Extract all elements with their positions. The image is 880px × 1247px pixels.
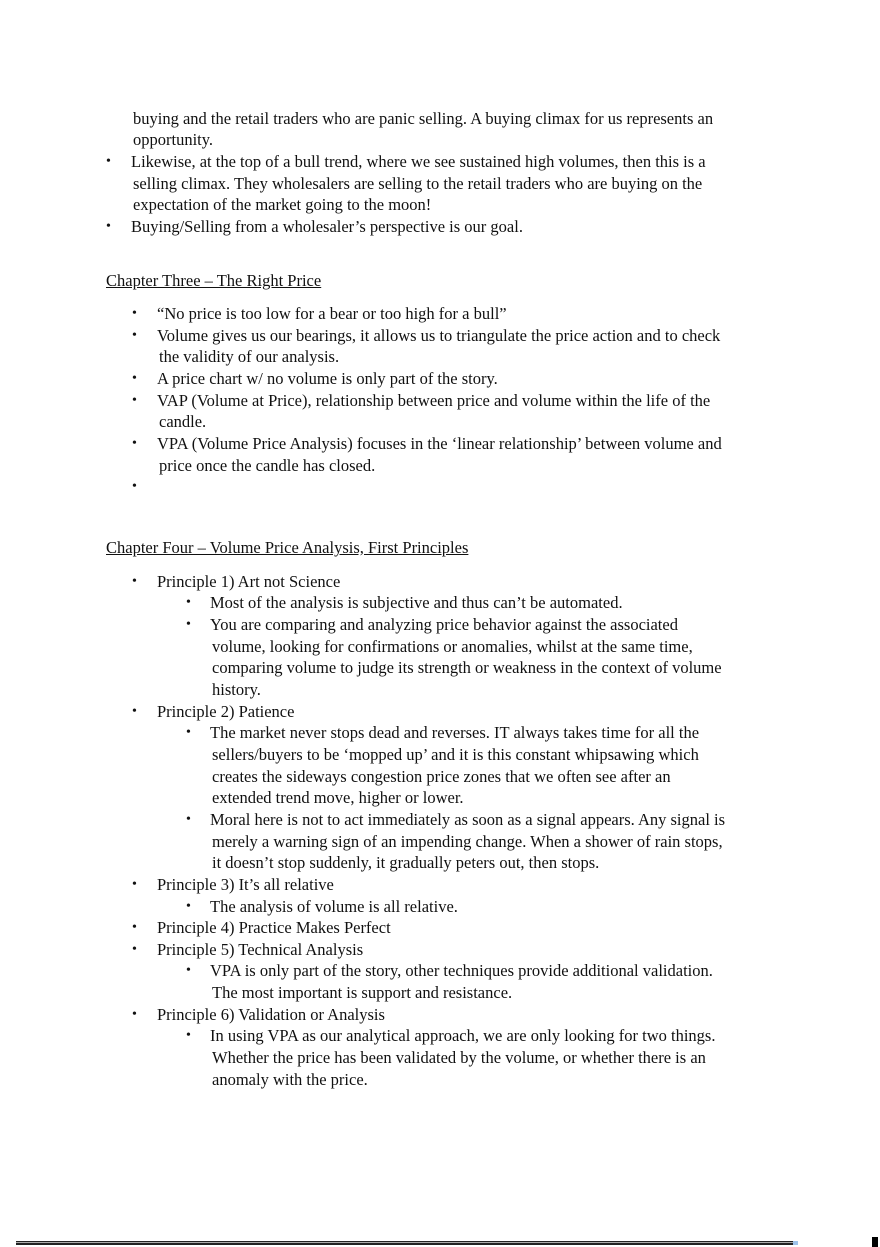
text-line: In using VPA as our analytical approach, we are only looking for two things.	[210, 1026, 716, 1045]
chapter-four-heading: Chapter Four – Volume Price Analysis, First Principles	[106, 538, 469, 557]
text-line: expectation of the market going to the moon!	[133, 195, 432, 214]
text-line: comparing volume to judge its strength or weakness in the context of volume	[212, 658, 722, 677]
bullet-icon: •	[132, 328, 137, 343]
principle-title: Principle 4) Practice Makes Perfect	[157, 918, 391, 937]
rule-end-marker	[793, 1241, 798, 1245]
text-line: opportunity.	[133, 130, 214, 149]
text-line: The analysis of volume is all relative.	[210, 897, 458, 916]
text-line: anomaly with the price.	[212, 1070, 368, 1089]
principle-title: Principle 6) Validation or Analysis	[157, 1005, 385, 1024]
bullet-icon: •	[132, 920, 137, 935]
text-line: Volume gives us our bearings, it allows us to triangulate the price action and to check	[157, 326, 721, 345]
bullet-icon: •	[132, 942, 137, 957]
principle-title: Principle 1) Art not Science	[157, 572, 341, 591]
sub-bullet-icon: •	[186, 1028, 191, 1043]
text-line: A price chart w/ no volume is only part of the story.	[157, 369, 498, 388]
principle-title: Principle 5) Technical Analysis	[157, 940, 364, 959]
text-line: volume, looking for confirmations or anomalies, whilst at the same time,	[212, 637, 693, 656]
text-line: candle.	[159, 412, 207, 431]
page-bottom-rule	[16, 1241, 796, 1245]
text-line: Likewise, at the top of a bull trend, where we see sustained high volumes, then this is a	[131, 152, 706, 171]
bullet-icon: •	[132, 371, 137, 386]
text-line: creates the sideways congestion price zones that we often see after an	[212, 767, 671, 786]
bullet-icon: •	[132, 306, 137, 321]
text-line: Most of the analysis is subjective and thus can’t be automated.	[210, 593, 623, 612]
text-line: history.	[212, 680, 261, 699]
text-line: Whether the price has been validated by the volume, or whether there is an	[212, 1048, 706, 1067]
sub-bullet-icon: •	[186, 963, 191, 978]
text-line: selling climax. They wholesalers are selling to the retail traders who are buying on the	[133, 174, 703, 193]
sub-bullet-icon: •	[186, 595, 191, 610]
chapter-three-heading: Chapter Three – The Right Price	[106, 271, 322, 290]
text-line: price once the candle has closed.	[159, 456, 376, 475]
principle-title: Principle 2) Patience	[157, 702, 295, 721]
bullet-icon: •	[106, 154, 111, 169]
text-line: The most important is support and resistance.	[212, 983, 513, 1002]
sub-bullet-icon: •	[186, 617, 191, 632]
text-line: The market never stops dead and reverses. IT always takes time for all the	[210, 723, 700, 742]
text-line: VPA (Volume Price Analysis) focuses in the ‘linear relationship’ between volume and	[157, 434, 722, 453]
text-line: You are comparing and analyzing price behavior against the associated	[210, 615, 678, 634]
sub-bullet-icon: •	[186, 725, 191, 740]
sub-bullet-icon: •	[186, 899, 191, 914]
principle-title: Principle 3) It’s all relative	[157, 875, 334, 894]
corner-mark	[872, 1237, 878, 1247]
bullet-icon: •	[132, 479, 137, 494]
bullet-icon: •	[132, 574, 137, 589]
text-line: merely a warning sign of an impending change. When a shower of rain stops,	[212, 832, 723, 851]
text-line: VAP (Volume at Price), relationship between price and volume within the life of the	[157, 391, 711, 410]
text-line: Moral here is not to act immediately as soon as a signal appears. Any signal is	[210, 810, 726, 829]
bullet-icon: •	[132, 1007, 137, 1022]
bullet-icon: •	[132, 877, 137, 892]
text-line: sellers/buyers to be ‘mopped up’ and it is this constant whipsawing which	[212, 745, 699, 764]
text-line: “No price is too low for a bear or too high for a bull”	[157, 304, 507, 323]
bullet-icon: •	[132, 393, 137, 408]
text-line: it doesn’t stop suddenly, it gradually peters out, then stops.	[212, 853, 600, 872]
text-line: the validity of our analysis.	[159, 347, 340, 366]
text-line: buying and the retail traders who are panic selling. A buying climax for us represents an	[133, 109, 714, 128]
sub-bullet-icon: •	[186, 812, 191, 827]
bullet-icon: •	[106, 219, 111, 234]
text-line: extended trend move, higher or lower.	[212, 788, 464, 807]
text-line: Buying/Selling from a wholesaler’s perspective is our goal.	[131, 217, 523, 236]
bullet-icon: •	[132, 436, 137, 451]
bullet-icon: •	[132, 704, 137, 719]
text-line: VPA is only part of the story, other techniques provide additional validation.	[210, 961, 713, 980]
